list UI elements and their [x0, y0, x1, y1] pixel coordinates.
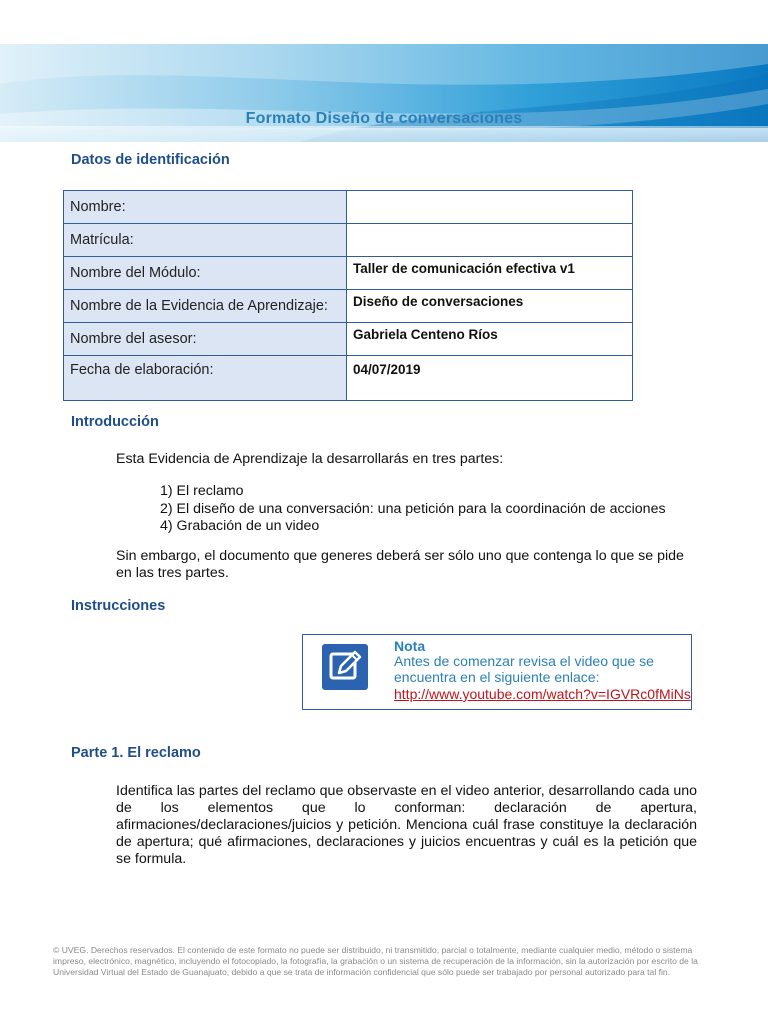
edit-note-icon: [322, 644, 368, 690]
part1-heading: Parte 1. El reclamo: [71, 745, 201, 761]
value-fecha[interactable]: 04/07/2019: [347, 356, 633, 401]
document-title: Formato Diseño de conversaciones: [245, 110, 523, 127]
table-row: [64, 257, 633, 290]
identification-heading: Datos de identificación: [71, 152, 230, 168]
list-item: 1) El reclamo: [160, 483, 244, 499]
label-matricula: Matrícula:: [64, 224, 347, 257]
value-nombre[interactable]: [347, 191, 633, 224]
intro-lead: Esta Evidencia de Aprendizaje la desarrollarás en tres partes:: [116, 451, 504, 467]
note-box: [302, 634, 692, 710]
label-evidencia: Nombre de la Evidencia de Aprendizaje:: [64, 290, 347, 323]
value-matricula[interactable]: [347, 224, 633, 257]
identification-table: [63, 190, 633, 401]
list-item: 2) El diseño de una conversación: una petición para la coordinación de acciones: [160, 500, 666, 517]
list-item: 4) Grabación de un video: [160, 518, 320, 534]
intro-heading: Introducción: [71, 414, 159, 430]
table-row: [64, 356, 633, 401]
label-fecha: Fecha de elaboración:: [64, 356, 347, 401]
value-evidencia[interactable]: Diseño de conversaciones: [347, 290, 633, 323]
video-link[interactable]: http://www.youtube.com/watch?v=IGVRc0fMiNs: [394, 686, 691, 702]
label-nombre: Nombre:: [64, 191, 347, 224]
instructions-heading: Instrucciones: [71, 598, 166, 614]
note-text: Antes de comenzar revisa el video que se encuentra en el siguiente enlace:: [394, 653, 654, 685]
value-asesor[interactable]: Gabriela Centeno Ríos: [347, 323, 633, 356]
intro-closing: Sin embargo, el documento que generes deberá ser sólo uno que contenga lo que se pide en las tres partes.: [116, 548, 684, 581]
table-row: [64, 191, 633, 224]
table-row: [64, 290, 633, 323]
part1-body: Identifica las partes del reclamo que observaste en el video anterior, desarrollando cada uno de los elementos que lo conforman: declaración de apertura, afirmaciones/declaraciones/juicios y petición. Menciona cuál frase constituye la declaración de apertura; qué afirmaciones, declaraciones y juicios encuentras y cuál es la petición que se formula.: [116, 783, 697, 867]
label-asesor: Nombre del asesor:: [64, 323, 347, 356]
label-modulo: Nombre del Módulo:: [64, 257, 347, 290]
value-modulo[interactable]: Taller de comunicación efectiva v1: [347, 257, 633, 290]
table-row: [64, 224, 633, 257]
note-title: Nota: [394, 638, 426, 654]
footer-copyright: © UVEG. Derechos reservados. El contenido de este formato no puede ser distribuido, ni transmitido, parcial o totalmente, mediante cualquier medio, método o sistema impreso, electrónico, magnético, incluyendo el fotocopiado, la fotografía, la grabación o un sistema de recuperación de la información, sin la autorización por escrito de la Universidad Virtual del Estado de Guanajuato, debido a que se trata de información confidencial que sólo puede ser trabajado por personal autorizado para tal fin.: [53, 945, 698, 977]
intro-list: [160, 483, 666, 536]
table-row: [64, 323, 633, 356]
